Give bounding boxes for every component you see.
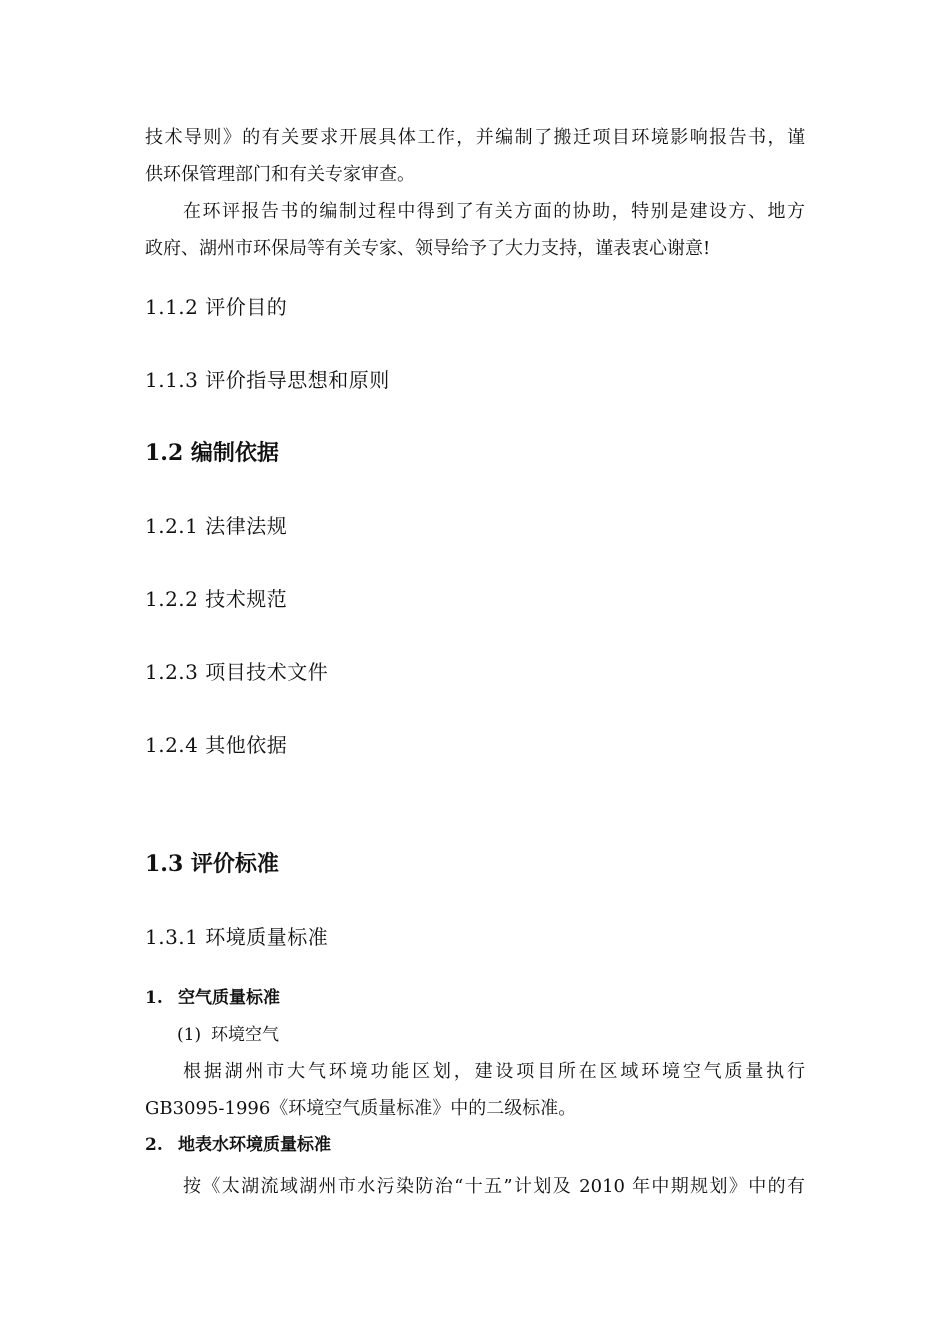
water-para-line-1: 按《太湖流域湖州市水污染防治“十五”计划及 2010 年中期规划》中的有	[183, 1176, 805, 1197]
heading-1-2-4: 1.2.4 其他依据	[145, 733, 288, 757]
surface-water-heading	[145, 1131, 331, 1159]
heading-1-3-1: 1.3.1 环境质量标准	[145, 925, 329, 949]
heading-1-1-3: 1.1.3 评价指导思想和原则	[145, 368, 390, 392]
heading-1-1-2: 1.1.2 评价目的	[145, 295, 288, 319]
heading-1-2-2: 1.2.2 技术规范	[145, 587, 288, 611]
intro-line-4: 政府、湖州市环保局等有关专家、领导给予了大力支持，谨表衷心谢意!	[145, 238, 711, 259]
air-quality-heading	[145, 984, 280, 1012]
air-para-line-2: GB3095-1996《环境空气质量标准》中的二级标准。	[145, 1098, 577, 1119]
ambient-air-title: 环境空气	[211, 1025, 279, 1045]
intro-line-2: 供环保管理部门和有关专家审查。	[145, 164, 415, 185]
heading-1-2: 1.2 编制依据	[145, 440, 279, 466]
intro-line-3: 在环评报告书的编制过程中得到了有关方面的协助，特别是建设方、地方	[183, 201, 805, 222]
heading-1-3: 1.3 评价标准	[145, 851, 279, 877]
surface-water-number: 2.	[145, 1135, 163, 1155]
heading-1-2-3: 1.2.3 项目技术文件	[145, 660, 329, 684]
air-para-line-1: 根据湖州市大气环境功能区划，建设项目所在区域环境空气质量执行	[183, 1061, 805, 1082]
ambient-air-subheading	[177, 1021, 279, 1049]
ambient-air-number: (1)	[177, 1025, 202, 1045]
heading-1-2-1: 1.2.1 法律法规	[145, 514, 288, 538]
intro-line-1: 技术导则》的有关要求开展具体工作，并编制了搬迁项目环境影响报告书，谨	[145, 127, 805, 148]
air-quality-title: 空气质量标准	[178, 988, 280, 1008]
surface-water-title: 地表水环境质量标准	[178, 1135, 331, 1155]
air-quality-number: 1.	[145, 988, 163, 1008]
